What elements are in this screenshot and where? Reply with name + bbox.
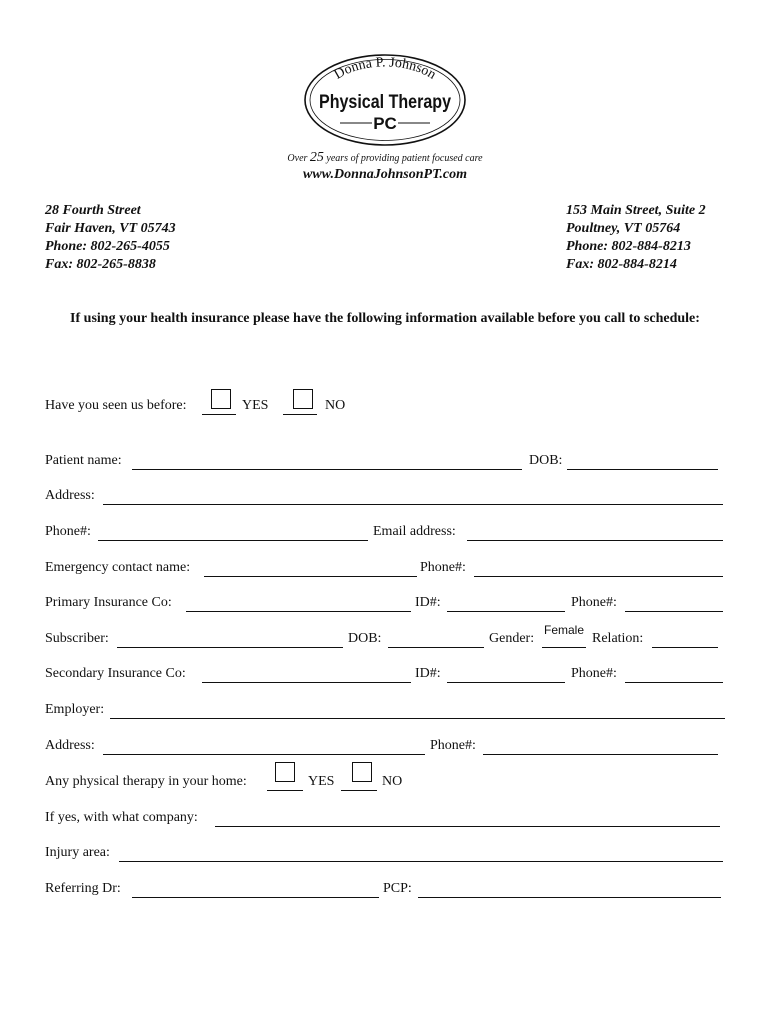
primary-phone-label: Phone#: [571,595,617,610]
seen-before-yes-label: YES [242,398,269,413]
company-row [45,810,725,830]
employer-field[interactable] [110,718,725,719]
emergency-phone-label: Phone#: [420,560,466,575]
injury-area-label: Injury area: [45,845,110,860]
referring-dr-row [45,881,725,901]
relation-field[interactable] [652,647,718,648]
home-pt-label: Any physical therapy in your home: [45,774,247,789]
seen-before-row [45,398,445,418]
gender-field[interactable] [542,647,586,648]
office-street: 153 Main Street, Suite 2 [566,203,706,218]
office-city: Poultney, VT 05764 [566,221,681,236]
office-fax: Fax: 802-265-8838 [45,257,156,272]
phone-label: Phone#: [45,524,91,539]
emergency-contact-field[interactable] [204,576,417,577]
seen-before-label: Have you seen us before: [45,398,187,413]
referring-dr-field[interactable] [132,897,379,898]
gender-label: Gender: [489,631,535,646]
emergency-phone-field[interactable] [474,576,723,577]
office-city: Fair Haven, VT 05743 [45,221,176,236]
tagline-prefix: Over [287,153,308,164]
primary-insurance-label: Primary Insurance Co: [45,595,172,610]
tagline [0,150,770,166]
office-street: 28 Fourth Street [45,203,141,218]
referring-dr-label: Referring Dr: [45,881,121,896]
logo-top-text: Donna P. Johnson [331,55,439,83]
home-pt-no-checkbox[interactable] [352,762,372,782]
email-label: Email address: [373,524,456,539]
logo-sub-text: PC [373,114,397,133]
subscriber-dob-label: DOB: [348,631,382,646]
home-pt-yes-label: YES [308,774,335,789]
secondary-id-field[interactable] [447,682,565,683]
dob-field[interactable] [567,469,718,470]
patient-name-row [45,453,725,473]
seen-before-no-label: NO [325,398,346,413]
secondary-insurance-field[interactable] [202,682,411,683]
employer-row [45,702,727,722]
employer-address-row [45,738,725,758]
phone-email-row [45,524,725,544]
address-field[interactable] [103,504,723,505]
pcp-label: PCP: [383,881,412,896]
logo-main-text: Physical Therapy [319,92,452,113]
website-link[interactable]: www.DonnaJohnsonPT.com [303,167,467,182]
company-label: If yes, with what company: [45,810,198,825]
injury-area-row [45,845,725,865]
address-row [45,488,725,508]
office-phone: Phone: 802-265-4055 [45,239,170,254]
home-pt-yes-checkbox[interactable] [275,762,295,782]
employer-address-label: Address: [45,738,95,753]
gender-value: Female [544,623,585,637]
secondary-phone-field[interactable] [625,682,723,683]
company-field[interactable] [215,826,720,827]
office-phone: Phone: 802-884-8213 [566,239,691,254]
employer-phone-label: Phone#: [430,738,476,753]
primary-insurance-row [45,595,725,615]
address-label: Address: [45,488,95,503]
subscriber-row [45,623,725,651]
emergency-contact-label: Emergency contact name: [45,560,191,575]
secondary-insurance-row [45,666,725,686]
insurance-notice: If using your health insurance please have the following information available before you call to schedule: [70,311,700,326]
subscriber-field[interactable] [117,647,343,648]
seen-before-yes-checkbox[interactable] [211,389,231,409]
seen-before-no-checkbox[interactable] [293,389,313,409]
practice-logo [302,52,468,148]
relation-label: Relation: [592,631,644,646]
primary-insurance-field[interactable] [186,611,411,612]
pcp-field[interactable] [418,897,721,898]
employer-address-field[interactable] [103,754,425,755]
injury-area-field[interactable] [119,861,723,862]
dob-label: DOB: [529,453,563,468]
email-field[interactable] [467,540,723,541]
employer-phone-field[interactable] [483,754,718,755]
subscriber-label: Subscriber: [45,631,109,646]
employer-label: Employer: [45,702,105,717]
phone-field[interactable] [98,540,368,541]
secondary-insurance-label: Secondary Insurance Co: [45,666,186,681]
home-pt-no-label: NO [382,774,403,789]
patient-name-label: Patient name: [45,453,122,468]
tagline-suffix: years of providing patient focused care [326,153,483,164]
primary-id-field[interactable] [447,611,565,612]
primary-id-label: ID#: [415,595,441,610]
home-pt-row [45,774,465,794]
patient-name-field[interactable] [132,469,522,470]
office-fax: Fax: 802-884-8214 [566,257,677,272]
secondary-id-label: ID#: [415,666,441,681]
subscriber-dob-field[interactable] [388,647,484,648]
primary-phone-field[interactable] [625,611,723,612]
office-address-poultney [566,202,706,274]
secondary-phone-label: Phone#: [571,666,617,681]
tagline-years: 25 [309,150,324,165]
emergency-contact-row [45,560,725,580]
office-address-fair-haven [45,202,176,274]
